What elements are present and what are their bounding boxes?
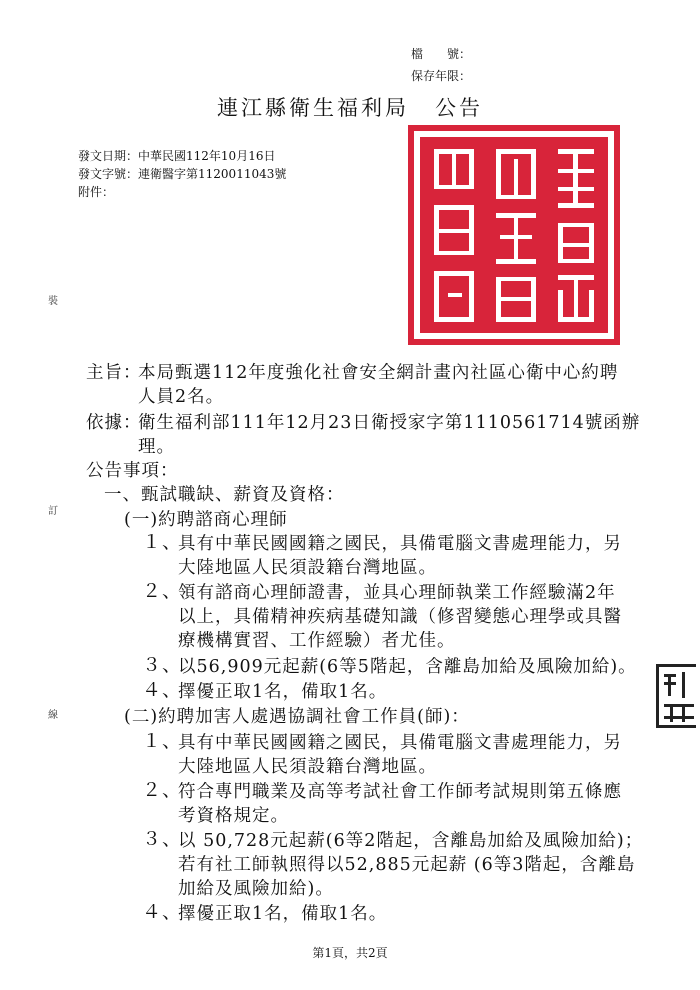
agency-name: 連江縣衛生福利局 — [217, 96, 409, 120]
job-2-item-2-num: ２、 — [142, 779, 183, 801]
job-2-item-3-line-1: 以 50,728元起薪(6等2階起，含離島加給及風險加給)； — [178, 831, 644, 851]
job-2-item-3-line-3: 加給及風險加給)。 — [178, 879, 334, 899]
basis-line-2: 理。 — [138, 437, 175, 457]
margin-mark-line: 線 — [48, 710, 58, 721]
issue-date-row — [78, 148, 275, 165]
file-number-label: 檔 號： — [411, 47, 472, 61]
job-1-item-2-line-3: 療機構實習、工作經驗）者尤佳。 — [178, 631, 456, 651]
job-2-title: (二)約聘加害人處遇協調社會工作員(師)： — [124, 707, 470, 727]
seal-graphic — [408, 125, 620, 345]
job-1-item-3-num: ３、 — [142, 654, 183, 676]
issue-date-label: 發文日期： — [78, 149, 139, 163]
notice-label: 公告事項： — [86, 461, 179, 481]
job-2-item-1-num: １、 — [142, 730, 183, 752]
issue-number-label: 發文字號： — [78, 167, 139, 181]
job-2-item-2-line-1: 符合專門職業及高等考試社會工作師考試規則第五條應 — [178, 782, 622, 802]
partial-stamp — [648, 660, 700, 732]
document-type: 公告 — [435, 96, 483, 120]
issue-date-value: 中華民國112年10月16日 — [138, 149, 276, 163]
page-title — [0, 92, 700, 122]
margin-mark-bind: 裝 — [48, 296, 58, 307]
margin-mark-order: 訂 — [48, 506, 58, 517]
job-1-item-1-num: １、 — [142, 531, 183, 553]
job-2-item-2-line-2: 考資格規定。 — [178, 806, 289, 826]
section-heading: 一、甄試職缺、薪資及資格： — [104, 485, 345, 505]
job-1-item-4-line-1: 擇優正取1名，備取1名。 — [178, 682, 388, 702]
partial-stamp-graphic — [648, 660, 700, 732]
job-2-item-3-line-2: 若有社工師執照得以52,885元起薪 (6等3階起，含離島 — [178, 855, 636, 875]
page-number: 第1頁，共2頁 — [312, 946, 388, 960]
job-1-item-2-line-1: 領有諮商心理師證書，並具心理師執業工作經驗滿2年 — [178, 583, 616, 603]
subject-label: 主旨： — [86, 363, 142, 383]
retention-label: 保存年限： — [411, 69, 472, 83]
job-1-item-3-line-1: 以56,909元起薪(6等5階起，含離島加給及風險加給)。 — [178, 657, 637, 677]
job-1-item-1-line-1: 具有中華民國國籍之國民，具備電腦文書處理能力，另 — [178, 534, 622, 554]
job-1-item-1-line-2: 大陸地區人民須設籍台灣地區。 — [178, 558, 437, 578]
issue-number-value: 連衛醫字第1120011043號 — [138, 167, 287, 181]
job-1-item-2-num: ２、 — [142, 580, 183, 602]
basis-label: 依據： — [86, 413, 142, 433]
issue-number-row — [78, 166, 286, 183]
job-1-title: (一)約聘諮商心理師 — [124, 510, 288, 530]
job-2-item-3-num: ３、 — [142, 828, 183, 850]
official-seal — [408, 125, 620, 345]
subject-line-1: 本局甄選112年度強化社會安全網計畫內社區心衛中心約聘 — [138, 363, 619, 383]
job-2-item-4-num: ４、 — [142, 901, 183, 923]
basis-line-1: 衛生福利部111年12月23日衛授家字第1110561714號函辦 — [138, 413, 641, 433]
subject-line-2: 人員2名。 — [138, 387, 225, 407]
attachment-label: 附件： — [78, 185, 115, 199]
job-1-item-4-num: ４、 — [142, 679, 183, 701]
job-2-item-1-line-2: 大陸地區人民須設籍台灣地區。 — [178, 757, 437, 777]
job-1-item-2-line-2: 以上，具備精神疾病基礎知識（修習變態心理學或具醫 — [178, 607, 622, 627]
job-2-item-1-line-1: 具有中華民國國籍之國民，具備電腦文書處理能力，另 — [178, 733, 622, 753]
job-2-item-4-line-1: 擇優正取1名，備取1名。 — [178, 904, 388, 924]
